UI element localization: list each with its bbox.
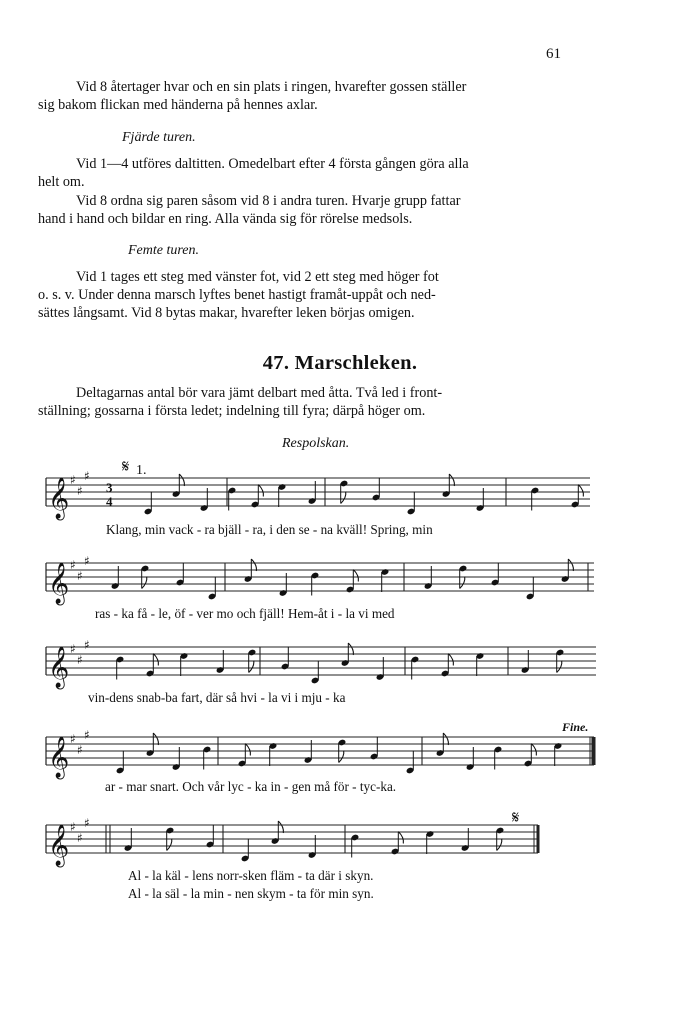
treble-clef-icon: 𝄞	[48, 737, 70, 778]
note-flag	[153, 733, 158, 745]
note-flag	[258, 485, 263, 497]
note-flag	[341, 492, 346, 504]
text-line: Deltagarnas antal bör vara jämt delbart med åtta. Två led i front-	[76, 385, 443, 401]
text-line: Vid 1—4 utföres daltitten. Omedelbart efter 4 första gången göra alla	[76, 156, 469, 172]
sharp-icon: ♯	[70, 732, 76, 746]
note-flag	[251, 559, 256, 571]
sharp-icon: ♯	[77, 484, 83, 498]
sharp-icon: ♯	[77, 569, 83, 583]
lyrics-line-3: vin-dens snab-ba fart, där så hvi - la vi i mju - ka	[88, 690, 346, 705]
sharp-icon: ♯	[84, 469, 90, 483]
note-flag	[339, 751, 344, 763]
note-flag	[398, 832, 403, 844]
time-signature-top: 3	[106, 480, 113, 495]
sharp-icon: ♯	[77, 653, 83, 667]
treble-clef-icon: 𝄞	[48, 647, 70, 688]
note-flag	[448, 654, 453, 666]
subheading-fjarde-turen: Fjärde turen.	[122, 130, 196, 145]
fine-mark: Fine.	[562, 720, 589, 734]
note-flag	[278, 821, 283, 833]
sharp-icon: ♯	[84, 816, 90, 830]
note-flag	[557, 661, 562, 673]
note-flag	[568, 559, 573, 571]
sharp-icon: ♯	[70, 473, 76, 487]
volta-number: 1.	[136, 463, 147, 478]
lyrics-line-2: ras - ka få - le, öf - ver mo och fjäll! Hem-åt i - la vi med	[95, 606, 395, 621]
text-line: Vid 8 återtager hvar och en sin plats i ringen, hvarefter gossen ställer	[76, 79, 467, 95]
lyrics-line-4: ar - mar snart. Och vår lyc - ka in - gen må för - tyc-ka.	[105, 779, 397, 794]
note-flag	[443, 733, 448, 745]
treble-clef-icon: 𝄞	[48, 563, 70, 604]
text-line: sig bakom flickan med händerna på hennes axlar.	[38, 97, 318, 114]
sharp-icon: ♯	[77, 743, 83, 757]
sharp-icon: ♯	[77, 831, 83, 845]
note-flag	[249, 661, 254, 673]
sharp-icon: ♯	[84, 554, 90, 568]
text-line: o. s. v. Under denna marsch lyftes benet hastigt framåt-uppåt och ned-	[38, 287, 436, 304]
note-flag	[578, 485, 583, 497]
lyrics-line-5a: Al - la käl - lens norr-sken fläm - ta där i skyn.	[128, 868, 374, 883]
lyrics-line-5b: Al - la säl - la min - nen skym - ta för min syn.	[128, 886, 374, 901]
section-title: 47. Marschleken.	[262, 352, 418, 374]
time-signature-bottom: 4	[106, 494, 113, 509]
note-flag	[449, 474, 454, 486]
note-flag	[142, 577, 147, 589]
note-flag	[497, 839, 502, 851]
note-flag	[153, 654, 158, 666]
text-line: Vid 8 ordna sig paren såsom vid 8 i andra turen. Hvarje grupp fattar	[76, 193, 461, 209]
lyrics-line-1: Klang, min vack - ra bjäll - ra, i den se - na kväll! Spring, min	[106, 522, 433, 537]
page-number: 61	[546, 46, 561, 62]
note-flag	[245, 744, 250, 756]
note-flag	[531, 744, 536, 756]
text-line: Vid 1 tages ett steg med vänster fot, vid 2 ett steg med höger fot	[76, 269, 439, 285]
tune-label: Respolskan.	[282, 436, 350, 451]
subheading-femte-turen: Femte turen.	[128, 243, 200, 258]
note-flag	[460, 577, 465, 589]
text-line: hand i hand och bildar en ring. Alla vända sig för rörelse medsols.	[38, 211, 413, 228]
text-line: ställning; gossarna i första ledet; indelning till fyra; därpå höger om.	[38, 403, 426, 420]
segno-mark-end: 𝄋	[512, 808, 520, 827]
sharp-icon: ♯	[84, 728, 90, 742]
text-line: sättes långsamt. Vid 8 bytas makar, hvarefter leken börjas omigen.	[38, 305, 415, 322]
treble-clef-icon: 𝄞	[48, 478, 70, 519]
note-flag	[353, 570, 358, 582]
note-flag	[167, 839, 172, 851]
sharp-icon: ♯	[70, 558, 76, 572]
note-flag	[348, 643, 353, 655]
sharp-icon: ♯	[70, 820, 76, 834]
sharp-icon: ♯	[84, 638, 90, 652]
text-line: helt om.	[38, 174, 85, 191]
treble-clef-icon: 𝄞	[48, 825, 70, 866]
sharp-icon: ♯	[70, 642, 76, 656]
segno-mark: 𝄋	[122, 457, 130, 476]
note-flag	[179, 474, 184, 486]
